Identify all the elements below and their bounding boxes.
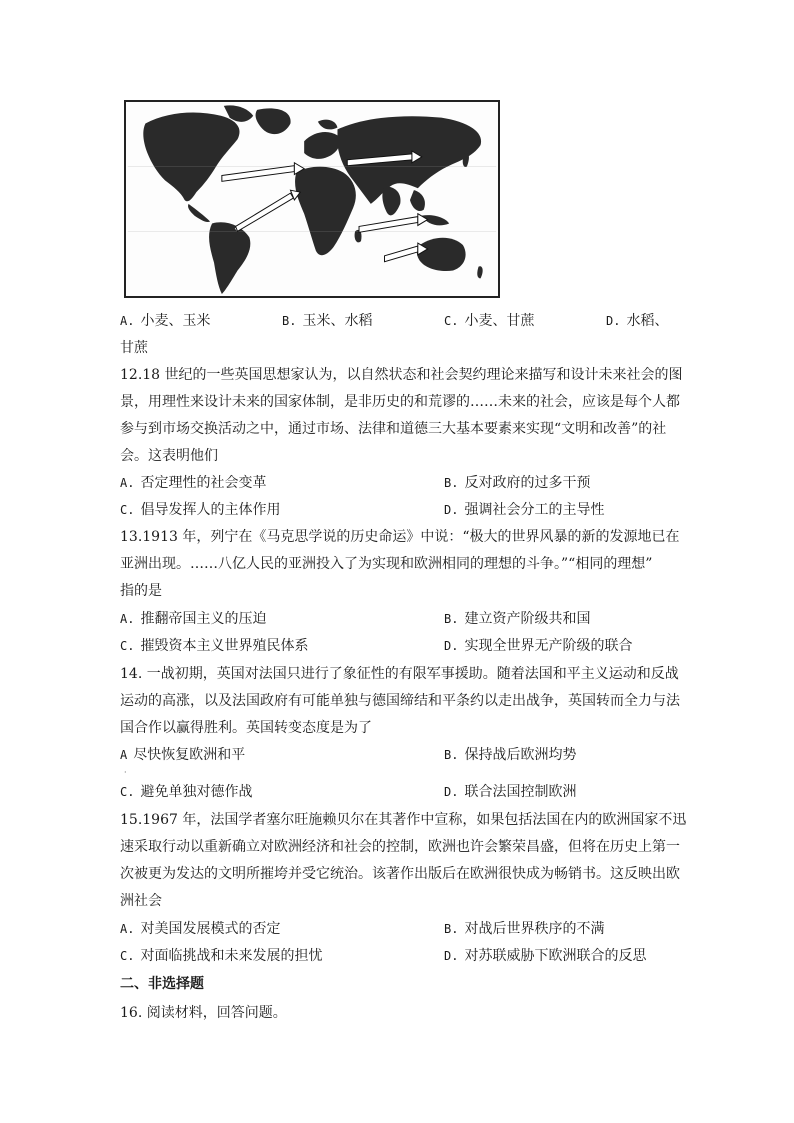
q11-option-a[interactable] <box>120 311 210 331</box>
option-text: 摧毁资本主义世界殖民体系 <box>140 638 309 654</box>
q14-options-row2 <box>120 782 680 802</box>
option-key: C. <box>120 949 135 963</box>
option-text: 实现全世界无产阶级的联合 <box>464 638 633 654</box>
q13-option-a[interactable] <box>120 609 266 629</box>
option-text: 对苏联威胁下欧洲联合的反思 <box>464 948 647 964</box>
q12-stem-line: 景，用理性来设计未来的国家体制，是非历史的和荒谬的……未来的社会，应该是每个人都 <box>120 394 680 410</box>
option-text: 建立资产阶级共和国 <box>464 611 591 627</box>
option-key: A. <box>120 612 135 626</box>
q11-options <box>120 311 680 331</box>
option-key: C. <box>444 314 459 328</box>
q15-option-a[interactable] <box>120 919 280 939</box>
q12-option-a[interactable] <box>120 473 266 493</box>
q11-option-b[interactable] <box>282 311 372 331</box>
q12-stem-line: 12.18 世纪的一些英国思想家认为，以自然状态和社会契约理论来描写和设计未来社会的图 <box>120 367 683 383</box>
option-key: B. <box>444 748 459 762</box>
option-key: D. <box>444 949 459 963</box>
q11-option-d[interactable] <box>606 311 668 331</box>
q13-options-row1 <box>120 609 680 629</box>
q14-options-row1 <box>120 745 680 765</box>
option-key: C. <box>120 639 135 653</box>
option-text: 倡导发挥人的主体作用 <box>140 502 281 518</box>
option-key: B. <box>444 612 459 626</box>
world-map-image <box>126 102 498 296</box>
q12-options-row2 <box>120 500 680 520</box>
option-key: D. <box>444 785 459 799</box>
option-key: A. <box>120 314 135 328</box>
q14-option-b[interactable] <box>444 745 576 765</box>
option-key: D. <box>444 639 459 653</box>
option-text: 对面临挑战和未来发展的担忧 <box>140 948 323 964</box>
q15-stem-line: 次被更为发达的文明所摧垮并受它统治。该著作出版后在欧洲很快成为畅销书。这反映出欧 <box>120 866 680 882</box>
q14-stem-line: 14. 一战初期，英国对法国只进行了象征性的有限军事援助。随着法国和平主义运动和反战 <box>120 666 679 682</box>
option-text: 对战后世界秩序的不满 <box>464 921 605 937</box>
q13-option-b[interactable] <box>444 609 590 629</box>
option-text: 保持战后欧洲均势 <box>464 747 577 763</box>
option-key: A <box>120 748 128 762</box>
q15-option-b[interactable] <box>444 919 604 939</box>
q12-stem-line: 会。这表明他们 <box>120 448 218 464</box>
q12-stem-line: 参与到市场交换活动之中，通过市场、法律和道德三大基本要素来实现“文明和改善”的社 <box>120 421 667 437</box>
option-text: 强调社会分工的主导性 <box>464 502 605 518</box>
option-key: A. <box>120 922 135 936</box>
q14-option-d[interactable] <box>444 782 576 802</box>
option-key: B. <box>444 922 459 936</box>
q13-stem-line: 指的是 <box>120 583 162 599</box>
section-heading: 二、非选择题 <box>120 976 204 992</box>
option-text: 玉米、水稻 <box>302 313 373 329</box>
q14-stem-line: 运动的高涨，以及法国政府有可能单独与德国缔结和平条约以走出战争，英国转而全力与法 <box>120 693 680 709</box>
option-text: 小麦、甘蔗 <box>464 313 535 329</box>
q13-stem-line: 亚洲出现。……八亿人民的亚洲投入了为实现和欧洲相同的理想的斗争。”“相同的理想” <box>120 556 653 572</box>
option-key: B. <box>282 314 297 328</box>
q14-stem-line: 国合作以赢得胜利。英国转变态度是为了 <box>120 720 372 736</box>
q14-option-a[interactable] <box>120 745 245 765</box>
q11-option-d-wrap: 甘蔗 <box>120 340 148 356</box>
option-key: C. <box>120 785 135 799</box>
option-key: A. <box>120 476 135 490</box>
q11-option-c[interactable] <box>444 311 534 331</box>
world-map-figure <box>124 100 500 298</box>
q15-option-c[interactable] <box>120 946 322 966</box>
q12-option-c[interactable] <box>120 500 280 520</box>
option-text: 推翻帝国主义的压迫 <box>140 611 267 627</box>
q13-option-d[interactable] <box>444 636 632 656</box>
option-text: 尽快恢复欧洲和平 <box>133 747 246 763</box>
option-key: D. <box>606 314 621 328</box>
q13-option-c[interactable] <box>120 636 308 656</box>
q16-stem: 16. 阅读材料，回答问题。 <box>120 1005 287 1021</box>
stray-mark: · <box>124 768 127 777</box>
q15-options-row2 <box>120 946 680 966</box>
option-key: B. <box>444 476 459 490</box>
q15-options-row1 <box>120 919 680 939</box>
option-text: 对美国发展模式的否定 <box>140 921 281 937</box>
q13-stem-line: 13.1913 年，列宁在《马克思学说的历史命运》中说：“极大的世界风暴的新的发源地已在 <box>120 529 680 545</box>
q12-options-row1 <box>120 473 680 493</box>
option-text: 否定理性的社会变革 <box>140 475 267 491</box>
option-text: 反对政府的过多干预 <box>464 475 591 491</box>
option-text: 避免单独对德作战 <box>140 784 253 800</box>
option-text: 小麦、玉米 <box>140 313 211 329</box>
option-text: 联合法国控制欧洲 <box>464 784 577 800</box>
q12-option-b[interactable] <box>444 473 590 493</box>
q14-option-c[interactable] <box>120 782 252 802</box>
q15-stem-line: 速采取行动以重新确立对欧洲经济和社会的控制，欧洲也许会繁荣昌盛，但将在历史上第一 <box>120 839 680 855</box>
q15-stem-line: 洲社会 <box>120 893 162 909</box>
q15-option-d[interactable] <box>444 946 646 966</box>
option-key: C. <box>120 503 135 517</box>
q12-option-d[interactable] <box>444 500 604 520</box>
q13-options-row2 <box>120 636 680 656</box>
q15-stem-line: 15.1967 年，法国学者塞尔旺施赖贝尔在其著作中宣称，如果包括法国在内的欧洲国家不迅 <box>120 812 687 828</box>
option-key: D. <box>444 503 459 517</box>
option-text: 水稻、 <box>626 313 669 329</box>
